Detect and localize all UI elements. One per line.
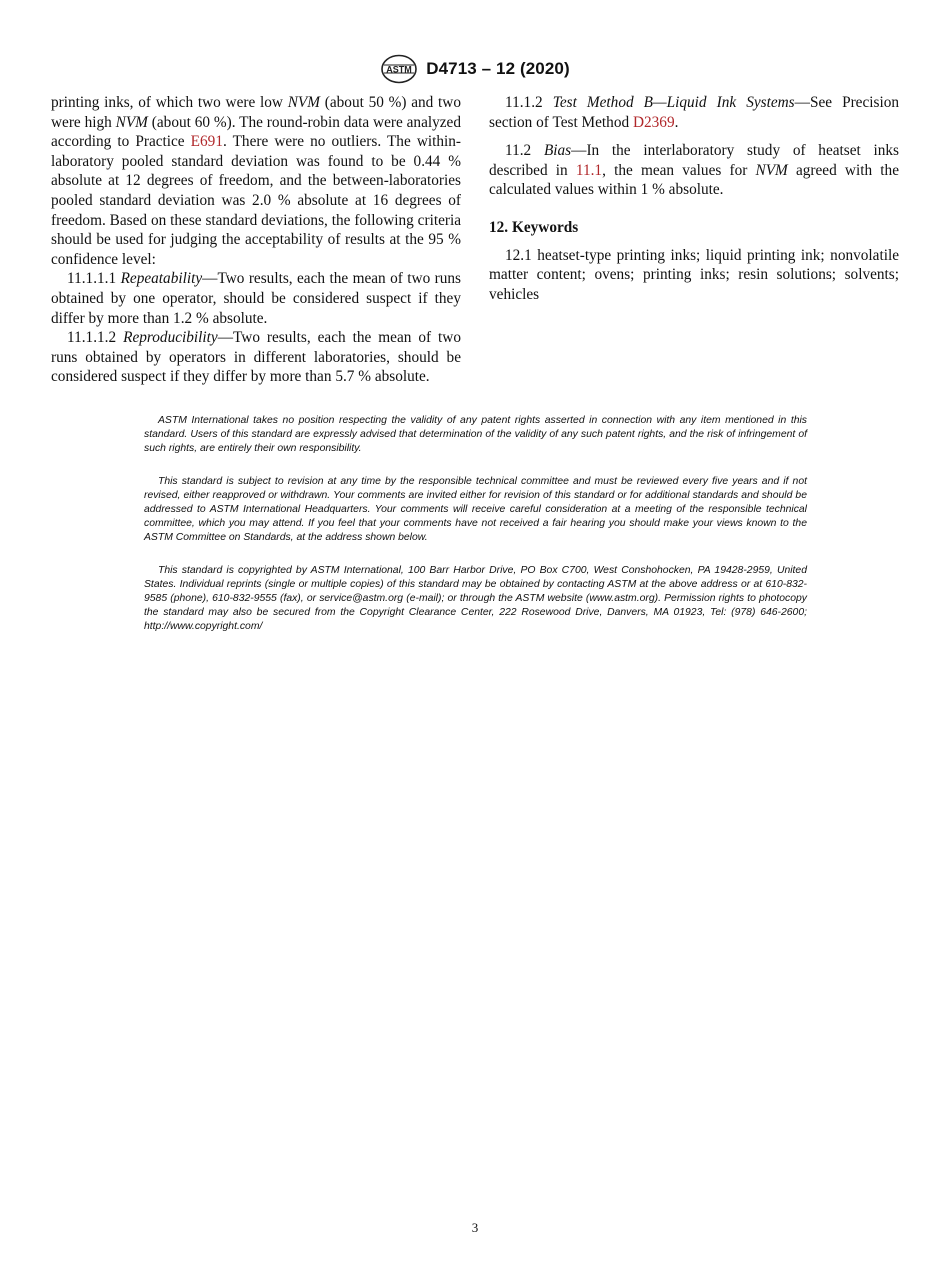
paragraph-11-1-1-1 — [51, 269, 461, 328]
paragraph-11-2 — [489, 141, 899, 200]
text-run: (about 60 %). The round-robin data were analyzed according to Practice — [51, 113, 461, 151]
section-number: 11.1.1.2 — [67, 329, 124, 347]
text-run: —See Precision section of Test Method — [489, 94, 900, 131]
text-run: agreed with the calculated values within 1 % absolute. — [489, 161, 899, 199]
text-run: (about 50 %) and two were high — [51, 94, 461, 131]
text-run: . There were no outliers. The within-laboratory pooled standard deviation was found to be 0.44 % absolute at 12 degrees of freedom, and the between-laboratories pooled standard deviation was 2.0 % absolute at 16 degrees of freedom. Based on these standard deviations, the following criteria should be used for judging the acceptability of results at the 95 % confidence level: — [51, 133, 462, 268]
paragraph-11-1-2 — [489, 93, 899, 132]
page-number: 3 — [471, 1220, 479, 1235]
revision-notice: This standard is subject to revision at any time by the responsible technical committee and must be reviewed every five years and if not revised, either reapproved or withdrawn. Your comments are invited either for revision of this standard or for additional standards and should be addressed to ASTM International Headquarters. Your comments will receive careful consideration at a meeting of the responsible technical committee, which you may attend. If you feel that your comments have not received a fair hearing you should make your views known to the ASTM Committee on Standards, at the address shown below. — [144, 476, 807, 543]
text-run: . — [674, 113, 679, 131]
right-column — [489, 93, 899, 304]
copyright-notice: This standard is copyrighted by ASTM International, 100 Barr Harbor Drive, PO Box C700, West Conshohocken, PA 19428-2959, United States. Individual reprints (single or multiple copies) of this standard may be obtained by contacting ASTM at the above address or at 610-832-9585 (phone), 610-832-9555 (fax), or service@astm.org (e-mail); or through the ASTM website (www.astm.org). Permission rights to photocopy the standard may also be secured from the Copyright Clearance Center, 222 Rosewood Drive, Danvers, MA 01923, Tel: (978) 646-2600; http://www.copyright.com/ — [144, 565, 807, 632]
section-number: 11.2 — [505, 142, 544, 160]
section-title: Test Method B—Liquid Ink Systems — [552, 94, 795, 111]
paragraph-11-1-1-continued — [51, 93, 461, 269]
patent-notice: ASTM International takes no position respecting the validity of any patent rights asserted in connection with any item mentioned in this standard. Users of this standard are expressly advised that determination of the validity of any such patent rights, and the risk of infringement of such rights, are entirely their own responsibility. — [144, 415, 807, 454]
left-column — [51, 93, 461, 387]
text-run: —Two results, each the mean of two runs obtained by operators in different laboratories, should be considered suspect if they differ by more than 5.7 % absolute. — [51, 329, 461, 386]
paragraph-11-1-1-2 — [51, 328, 461, 387]
nvm-term: NVM — [115, 113, 148, 131]
svg-text:ASTM: ASTM — [386, 64, 412, 75]
section-title: Repeatability — [120, 270, 203, 288]
link-11-1[interactable]: 11.1 — [575, 161, 603, 179]
text-run: printing inks, of which two were low — [51, 94, 288, 111]
section-number: 11.1.2 — [505, 94, 553, 111]
nvm-term: NVM — [287, 94, 321, 111]
nvm-term: NVM — [755, 161, 788, 179]
section-title: Bias — [543, 142, 572, 160]
standard-designation: D4713 – 12 (2020) — [426, 59, 570, 78]
text-run: —Two results, each the mean of two runs obtained by one operator, should be considered suspect if they differ by more than 1.2 % absolute. — [51, 270, 461, 327]
link-d2369[interactable]: D2369 — [632, 113, 675, 131]
link-e691[interactable]: E691 — [190, 133, 223, 151]
text-run: —In the interlaboratory study of heatset inks described in — [489, 142, 899, 179]
keywords-paragraph: 12.1 heatset-type printing inks; liquid printing ink; nonvolatile matter content; ovens; printing inks; resin solutions; solvents; vehicles — [489, 246, 899, 303]
page-header — [0, 52, 950, 86]
astm-logo-icon — [380, 54, 418, 84]
section-title: Reproducibility — [123, 329, 218, 347]
section-number: 11.1.1.1 — [67, 270, 121, 288]
text-run: , the mean values for — [602, 161, 756, 179]
keywords-heading: 12. Keywords — [489, 218, 579, 236]
